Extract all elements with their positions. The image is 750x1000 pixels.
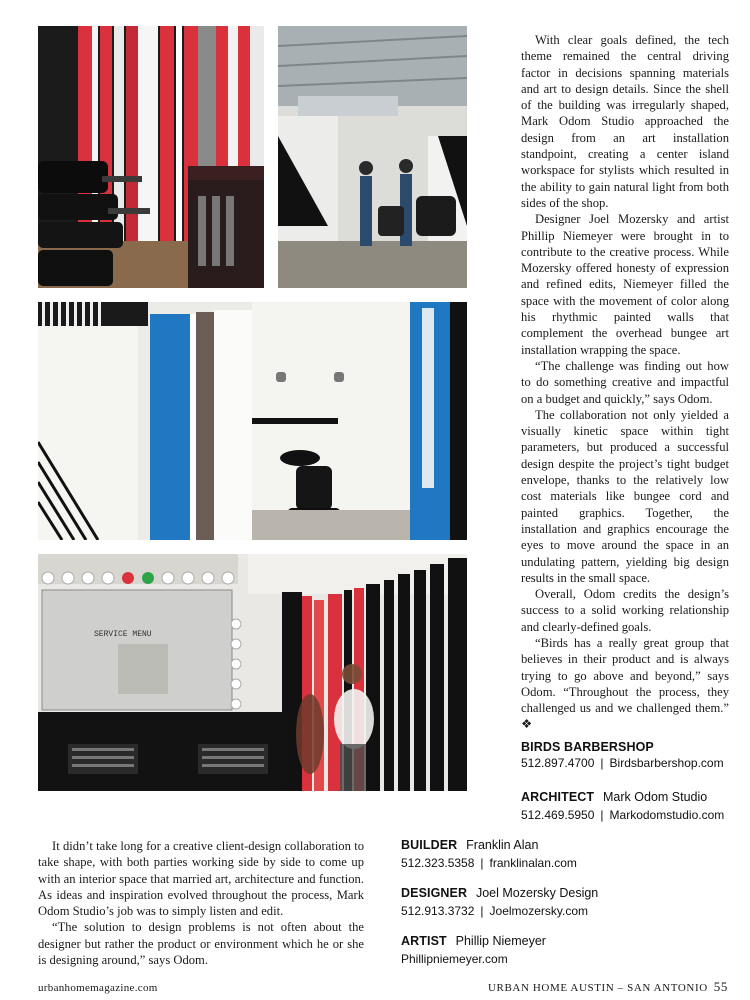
credit-website-link[interactable]: Markodomstudio.com: [609, 808, 725, 822]
article-paragraph: “The challenge was finding out how to do something creative and impactful on a budget and quickly,” says Odom.: [521, 358, 729, 406]
credit-firm: Mark Odom Studio: [603, 790, 708, 804]
credit-builder: [401, 836, 577, 870]
credit-designer: [401, 884, 598, 918]
article-paragraph: It didn’t take long for a creative client-design collaboration to take shape, with both parties working side by side to come up with an interior space that married art, architecture and function. As ideas and inspiration evolved throughout the process, Mark Odom Studio’s job was to simply listen and edit.: [38, 839, 364, 919]
photo-mirror-stations: [38, 554, 467, 791]
credit-firm: Phillip Niemeyer: [455, 934, 546, 948]
article-paragraph: Designer Joel Mozersky and artist Phillip Niemeyer were brought in to contribute to the creative process. While Mozersky offered honesty of expression and refined edits, Niemeyer filled the space with the movement of color along his rhythmic painted walls that complement the overhead bungee art installation wrapping the space.: [521, 212, 729, 357]
article-paragraph: “Birds has a really great group that believes in their product and is always trying to go above and beyond,” says Odom. “Throughout the process, they challenged us and we challenged them.” ❖: [521, 635, 729, 732]
credit-separator: |: [480, 856, 484, 870]
article-right-column: [521, 32, 729, 733]
credit-role: DESIGNER: [401, 886, 468, 900]
footer-publication: [488, 979, 728, 995]
mirror-menu-text: SERVICE MENU: [94, 630, 152, 639]
credit-role: BUILDER: [401, 838, 458, 852]
credit-phone: 512.913.3732: [401, 904, 475, 918]
credit-role: BIRDS BARBERSHOP: [521, 740, 654, 754]
credit-firm: Franklin Alan: [466, 838, 539, 852]
photo-shampoo-station: [38, 302, 467, 540]
credit-architect: [521, 788, 724, 822]
credit-artist: [401, 932, 546, 966]
credit-website-link[interactable]: Birdsbarbershop.com: [609, 756, 724, 770]
credit-separator: |: [600, 808, 604, 822]
article-paragraph: Overall, Odom credits the design’s success to a solid working relationship and clearly-defined goals.: [521, 587, 729, 634]
photo-stylists-at-work: [278, 26, 467, 288]
article-paragraph: With clear goals defined, the tech theme remained the central driving factor in decisions spanning materials and art to design details. Since the shell of the building was irregularly shaped, Mark Odom Studio approached the design from an art installation standpoint, creating a center island workspace for stylists which resulted in the ability to gain natural light from both sides of the shop.: [521, 33, 729, 210]
credit-website-link[interactable]: Phillipniemeyer.com: [401, 952, 508, 966]
credit-firm: Joel Mozersky Design: [475, 886, 599, 900]
credit-separator: |: [600, 756, 604, 770]
credit-website-link[interactable]: franklinalan.com: [489, 856, 577, 870]
credit-phone: 512.323.5358: [401, 856, 475, 870]
article-paragraph: “The solution to design problems is not often about the designer but rather the product or environment which he or she is designing around,” says Odom.: [38, 920, 364, 968]
footer-website[interactable]: urbanhomemagazine.com: [38, 982, 158, 994]
credit-phone: 512.469.5950: [521, 808, 595, 822]
credit-birds-barbershop: [521, 740, 724, 770]
credit-role: ARTIST: [401, 934, 447, 948]
credit-role: ARCHITECT: [521, 790, 595, 804]
credit-phone: 512.897.4700: [521, 756, 595, 770]
footer-publication-name: URBAN HOME AUSTIN – SAN ANTONIO: [488, 982, 708, 994]
article-left-column: [38, 838, 364, 968]
credit-separator: |: [480, 904, 484, 918]
article-paragraph: The collaboration not only yielded a visually kinetic space within tight parameters, but produced a successful design despite the project’s tight budget envelope, thanks to the relatively low cost materials like bungee cord and painted graphics. Together, the installation and graphics encourage the eyes to move around the space in an undulating pattern, yielding big design results in the small space.: [521, 407, 729, 585]
credit-website-link[interactable]: Joelmozersky.com: [489, 904, 588, 918]
page-number: 55: [713, 979, 728, 994]
photo-barber-chairs: [38, 26, 264, 288]
